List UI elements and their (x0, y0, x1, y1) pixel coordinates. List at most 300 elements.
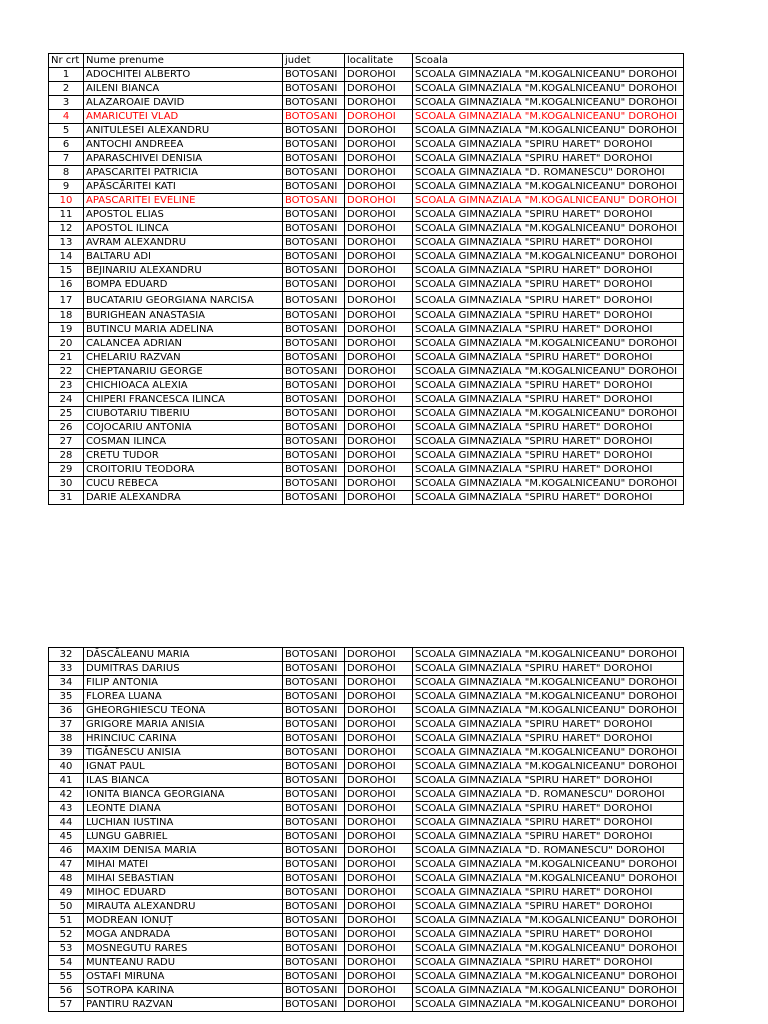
cell-scoala: SCOALA GIMNAZIALA "M.KOGALNICEANU" DOROHOI (413, 984, 684, 998)
cell-scoala: SCOALA GIMNAZIALA "M.KOGALNICEANU" DOROHOI (413, 914, 684, 928)
cell-name: APOSTOL ILINCA (84, 222, 283, 236)
table-row (49, 816, 684, 830)
cell-judet: BOTOSANI (283, 802, 345, 816)
cell-nr: 24 (49, 393, 84, 407)
cell-nr: 46 (49, 844, 84, 858)
cell-judet: BOTOSANI (283, 323, 345, 337)
cell-nr: 38 (49, 732, 84, 746)
cell-name: COJOCARIU ANTONIA (84, 421, 283, 435)
cell-localitate: DOROHOI (345, 477, 413, 491)
cell-scoala: SCOALA GIMNAZIALA "SPIRU HARET" DOROHOI (413, 421, 684, 435)
cell-judet: BOTOSANI (283, 449, 345, 463)
cell-localitate: DOROHOI (345, 676, 413, 690)
cell-localitate: DOROHOI (345, 309, 413, 323)
cell-name: ANTOCHI ANDREEA (84, 138, 283, 152)
cell-name: APARASCHIVEI DENISIA (84, 152, 283, 166)
cell-localitate: DOROHOI (345, 208, 413, 222)
cell-scoala: SCOALA GIMNAZIALA "SPIRU HARET" DOROHOI (413, 463, 684, 477)
cell-judet: BOTOSANI (283, 774, 345, 788)
cell-judet: BOTOSANI (283, 152, 345, 166)
cell-localitate: DOROHOI (345, 746, 413, 760)
header-name: Nume prenume (84, 54, 283, 68)
cell-name: CHICHIOACA ALEXIA (84, 379, 283, 393)
cell-name: BEJINARIU ALEXANDRU (84, 264, 283, 278)
cell-nr: 33 (49, 662, 84, 676)
cell-name: ANITULESEI ALEXANDRU (84, 124, 283, 138)
table-row (49, 292, 684, 309)
cell-name: MOSNEGUTU RARES (84, 942, 283, 956)
cell-scoala: SCOALA GIMNAZIALA "M.KOGALNICEANU" DOROHOI (413, 872, 684, 886)
cell-name: CRETU TUDOR (84, 449, 283, 463)
cell-localitate: DOROHOI (345, 704, 413, 718)
cell-judet: BOTOSANI (283, 718, 345, 732)
cell-localitate: DOROHOI (345, 760, 413, 774)
table-row (49, 166, 684, 180)
cell-scoala: SCOALA GIMNAZIALA "M.KOGALNICEANU" DOROHOI (413, 648, 684, 662)
cell-nr: 21 (49, 351, 84, 365)
cell-nr: 19 (49, 323, 84, 337)
cell-scoala: SCOALA GIMNAZIALA "M.KOGALNICEANU" DOROHOI (413, 676, 684, 690)
cell-scoala: SCOALA GIMNAZIALA "M.KOGALNICEANU" DOROHOI (413, 365, 684, 379)
table-row (49, 309, 684, 323)
cell-name: LUCHIAN IUSTINA (84, 816, 283, 830)
cell-localitate: DOROHOI (345, 732, 413, 746)
cell-judet: BOTOSANI (283, 662, 345, 676)
cell-nr: 39 (49, 746, 84, 760)
cell-scoala: SCOALA GIMNAZIALA "SPIRU HARET" DOROHOI (413, 351, 684, 365)
cell-nr: 11 (49, 208, 84, 222)
cell-nr: 37 (49, 718, 84, 732)
cell-localitate: DOROHOI (345, 323, 413, 337)
cell-scoala: SCOALA GIMNAZIALA "M.KOGALNICEANU" DOROHOI (413, 82, 684, 96)
cell-localitate: DOROHOI (345, 236, 413, 250)
cell-localitate: DOROHOI (345, 956, 413, 970)
cell-judet: BOTOSANI (283, 914, 345, 928)
cell-scoala: SCOALA GIMNAZIALA "M.KOGALNICEANU" DOROHOI (413, 858, 684, 872)
cell-scoala: SCOALA GIMNAZIALA "M.KOGALNICEANU" DOROHOI (413, 110, 684, 124)
cell-nr: 7 (49, 152, 84, 166)
cell-judet: BOTOSANI (283, 844, 345, 858)
cell-nr: 55 (49, 970, 84, 984)
header-scoala: Scoala (413, 54, 684, 68)
table-row (49, 323, 684, 337)
cell-judet: BOTOSANI (283, 96, 345, 110)
cell-nr: 52 (49, 928, 84, 942)
cell-localitate: DOROHOI (345, 928, 413, 942)
cell-judet: BOTOSANI (283, 704, 345, 718)
cell-judet: BOTOSANI (283, 309, 345, 323)
cell-name: FLOREA LUANA (84, 690, 283, 704)
cell-nr: 14 (49, 250, 84, 264)
cell-name: CHEPTANARIU GEORGE (84, 365, 283, 379)
cell-scoala: SCOALA GIMNAZIALA "SPIRU HARET" DOROHOI (413, 435, 684, 449)
cell-name: MODREAN IONUȚ (84, 914, 283, 928)
cell-scoala: SCOALA GIMNAZIALA "SPIRU HARET" DOROHOI (413, 718, 684, 732)
cell-nr: 44 (49, 816, 84, 830)
cell-scoala: SCOALA GIMNAZIALA "M.KOGALNICEANU" DOROHOI (413, 96, 684, 110)
cell-scoala: SCOALA GIMNAZIALA "M.KOGALNICEANU" DOROHOI (413, 194, 684, 208)
cell-scoala: SCOALA GIMNAZIALA "M.KOGALNICEANU" DOROHOI (413, 407, 684, 421)
table-row (49, 788, 684, 802)
table-row (49, 68, 684, 82)
cell-name: MIRAUTA ALEXANDRU (84, 900, 283, 914)
cell-localitate: DOROHOI (345, 379, 413, 393)
table-row (49, 970, 684, 984)
table-row (49, 956, 684, 970)
cell-scoala: SCOALA GIMNAZIALA "SPIRU HARET" DOROHOI (413, 278, 684, 292)
cell-name: DUMITRAS DARIUS (84, 662, 283, 676)
cell-name: COSMAN ILINCA (84, 435, 283, 449)
cell-scoala: SCOALA GIMNAZIALA "SPIRU HARET" DOROHOI (413, 236, 684, 250)
cell-scoala: SCOALA GIMNAZIALA "M.KOGALNICEANU" DOROHOI (413, 760, 684, 774)
cell-nr: 48 (49, 872, 84, 886)
cell-localitate: DOROHOI (345, 138, 413, 152)
cell-localitate: DOROHOI (345, 393, 413, 407)
cell-localitate: DOROHOI (345, 788, 413, 802)
cell-name: AVRAM ALEXANDRU (84, 236, 283, 250)
table-row (49, 393, 684, 407)
cell-name: MIHAI MATEI (84, 858, 283, 872)
cell-nr: 47 (49, 858, 84, 872)
cell-nr: 3 (49, 96, 84, 110)
cell-localitate: DOROHOI (345, 830, 413, 844)
cell-scoala: SCOALA GIMNAZIALA "M.KOGALNICEANU" DOROHOI (413, 337, 684, 351)
table-row (49, 732, 684, 746)
cell-scoala: SCOALA GIMNAZIALA "SPIRU HARET" DOROHOI (413, 309, 684, 323)
cell-localitate: DOROHOI (345, 421, 413, 435)
cell-nr: 15 (49, 264, 84, 278)
cell-scoala: SCOALA GIMNAZIALA "M.KOGALNICEANU" DOROHOI (413, 68, 684, 82)
cell-nr: 29 (49, 463, 84, 477)
cell-name: CALANCEA ADRIAN (84, 337, 283, 351)
cell-localitate: DOROHOI (345, 942, 413, 956)
cell-judet: BOTOSANI (283, 760, 345, 774)
table-row (49, 858, 684, 872)
cell-name: HRINCIUC CARINA (84, 732, 283, 746)
cell-scoala: SCOALA GIMNAZIALA "SPIRU HARET" DOROHOI (413, 264, 684, 278)
table-row (49, 690, 684, 704)
cell-judet: BOTOSANI (283, 407, 345, 421)
cell-judet: BOTOSANI (283, 491, 345, 505)
cell-scoala: SCOALA GIMNAZIALA "SPIRU HARET" DOROHOI (413, 802, 684, 816)
cell-name: MAXIM DENISA MARIA (84, 844, 283, 858)
cell-name: SOTROPA KARINA (84, 984, 283, 998)
cell-judet: BOTOSANI (283, 690, 345, 704)
table-row (49, 236, 684, 250)
cell-localitate: DOROHOI (345, 292, 413, 309)
table-row (49, 278, 684, 292)
cell-nr: 4 (49, 110, 84, 124)
cell-judet: BOTOSANI (283, 194, 345, 208)
cell-scoala: SCOALA GIMNAZIALA "SPIRU HARET" DOROHOI (413, 830, 684, 844)
cell-judet: BOTOSANI (283, 746, 345, 760)
cell-name: FILIP ANTONIA (84, 676, 283, 690)
cell-nr: 34 (49, 676, 84, 690)
cell-name: MUNTEANU RADU (84, 956, 283, 970)
cell-nr: 6 (49, 138, 84, 152)
cell-scoala: SCOALA GIMNAZIALA "SPIRU HARET" DOROHOI (413, 732, 684, 746)
cell-localitate: DOROHOI (345, 970, 413, 984)
cell-scoala: SCOALA GIMNAZIALA "M.KOGALNICEANU" DOROHOI (413, 250, 684, 264)
cell-nr: 57 (49, 998, 84, 1012)
cell-judet: BOTOSANI (283, 788, 345, 802)
cell-scoala: SCOALA GIMNAZIALA "SPIRU HARET" DOROHOI (413, 774, 684, 788)
cell-judet: BOTOSANI (283, 998, 345, 1012)
table-row (49, 844, 684, 858)
cell-judet: BOTOSANI (283, 732, 345, 746)
cell-nr: 49 (49, 886, 84, 900)
cell-nr: 8 (49, 166, 84, 180)
cell-judet: BOTOSANI (283, 858, 345, 872)
table-row (49, 365, 684, 379)
students-table-2-body (49, 648, 684, 1012)
cell-nr: 56 (49, 984, 84, 998)
cell-nr: 10 (49, 194, 84, 208)
cell-scoala: SCOALA GIMNAZIALA "M.KOGALNICEANU" DOROHOI (413, 998, 684, 1012)
cell-judet: BOTOSANI (283, 463, 345, 477)
header-judet: judet (283, 54, 345, 68)
cell-judet: BOTOSANI (283, 351, 345, 365)
students-table-1-body (49, 54, 684, 505)
cell-name: ILAS BIANCA (84, 774, 283, 788)
cell-scoala: SCOALA GIMNAZIALA "D. ROMANESCU" DOROHOI (413, 788, 684, 802)
cell-localitate: DOROHOI (345, 365, 413, 379)
cell-name: APASCARITEI EVELINE (84, 194, 283, 208)
table-row (49, 662, 684, 676)
cell-scoala: SCOALA GIMNAZIALA "M.KOGALNICEANU" DOROHOI (413, 477, 684, 491)
table-row (49, 264, 684, 278)
cell-name: PANTIRU RAZVAN (84, 998, 283, 1012)
cell-localitate: DOROHOI (345, 166, 413, 180)
cell-scoala: SCOALA GIMNAZIALA "M.KOGALNICEANU" DOROHOI (413, 704, 684, 718)
cell-nr: 23 (49, 379, 84, 393)
cell-judet: BOTOSANI (283, 180, 345, 194)
cell-nr: 25 (49, 407, 84, 421)
cell-judet: BOTOSANI (283, 942, 345, 956)
cell-judet: BOTOSANI (283, 435, 345, 449)
students-table-2 (48, 647, 684, 1012)
cell-localitate: DOROHOI (345, 222, 413, 236)
cell-judet: BOTOSANI (283, 222, 345, 236)
cell-judet: BOTOSANI (283, 984, 345, 998)
cell-name: AILENI BIANCA (84, 82, 283, 96)
cell-judet: BOTOSANI (283, 886, 345, 900)
cell-localitate: DOROHOI (345, 718, 413, 732)
cell-judet: BOTOSANI (283, 250, 345, 264)
cell-judet: BOTOSANI (283, 816, 345, 830)
table-row (49, 208, 684, 222)
cell-scoala: SCOALA GIMNAZIALA "M.KOGALNICEANU" DOROHOI (413, 942, 684, 956)
cell-judet: BOTOSANI (283, 166, 345, 180)
cell-name: DĂSCĂLEANU MARIA (84, 648, 283, 662)
cell-localitate: DOROHOI (345, 264, 413, 278)
cell-scoala: SCOALA GIMNAZIALA "SPIRU HARET" DOROHOI (413, 152, 684, 166)
cell-localitate: DOROHOI (345, 872, 413, 886)
table-row (49, 463, 684, 477)
table-row (49, 152, 684, 166)
cell-name: CIUBOTARIU TIBERIU (84, 407, 283, 421)
cell-name: IGNAT PAUL (84, 760, 283, 774)
cell-name: APĂSCĂRITEI KATI (84, 180, 283, 194)
cell-name: CHIPERI FRANCESCA ILINCA (84, 393, 283, 407)
cell-name: AMARICUTEI VLAD (84, 110, 283, 124)
cell-judet: BOTOSANI (283, 82, 345, 96)
cell-localitate: DOROHOI (345, 491, 413, 505)
cell-nr: 45 (49, 830, 84, 844)
cell-localitate: DOROHOI (345, 449, 413, 463)
cell-nr: 26 (49, 421, 84, 435)
cell-name: IONITA BIANCA GEORGIANA (84, 788, 283, 802)
table-row (49, 477, 684, 491)
header-nr: Nr crt (49, 54, 84, 68)
cell-judet: BOTOSANI (283, 138, 345, 152)
cell-judet: BOTOSANI (283, 337, 345, 351)
cell-name: MOGA ANDRADA (84, 928, 283, 942)
table-row (49, 449, 684, 463)
cell-name: DARIE ALEXANDRA (84, 491, 283, 505)
cell-localitate: DOROHOI (345, 351, 413, 365)
table-row (49, 984, 684, 998)
cell-scoala: SCOALA GIMNAZIALA "D. ROMANESCU" DOROHOI (413, 844, 684, 858)
cell-judet: BOTOSANI (283, 208, 345, 222)
cell-name: CHELARIU RAZVAN (84, 351, 283, 365)
cell-nr: 20 (49, 337, 84, 351)
cell-scoala: SCOALA GIMNAZIALA "SPIRU HARET" DOROHOI (413, 379, 684, 393)
cell-name: ALAZAROAIE DAVID (84, 96, 283, 110)
cell-localitate: DOROHOI (345, 858, 413, 872)
cell-judet: BOTOSANI (283, 928, 345, 942)
cell-name: CROITORIU TEODORA (84, 463, 283, 477)
cell-judet: BOTOSANI (283, 124, 345, 138)
table-row (49, 886, 684, 900)
cell-localitate: DOROHOI (345, 844, 413, 858)
table-row (49, 421, 684, 435)
cell-scoala: SCOALA GIMNAZIALA "SPIRU HARET" DOROHOI (413, 816, 684, 830)
cell-judet: BOTOSANI (283, 264, 345, 278)
cell-judet: BOTOSANI (283, 292, 345, 309)
cell-localitate: DOROHOI (345, 96, 413, 110)
cell-nr: 30 (49, 477, 84, 491)
cell-judet: BOTOSANI (283, 68, 345, 82)
cell-nr: 27 (49, 435, 84, 449)
cell-judet: BOTOSANI (283, 900, 345, 914)
table-row (49, 250, 684, 264)
cell-localitate: DOROHOI (345, 816, 413, 830)
table-row (49, 872, 684, 886)
table-row (49, 96, 684, 110)
cell-localitate: DOROHOI (345, 998, 413, 1012)
table-row (49, 82, 684, 96)
cell-scoala: SCOALA GIMNAZIALA "M.KOGALNICEANU" DOROHOI (413, 124, 684, 138)
table-row (49, 802, 684, 816)
header-localitate: localitate (345, 54, 413, 68)
cell-name: LUNGU GABRIEL (84, 830, 283, 844)
cell-localitate: DOROHOI (345, 463, 413, 477)
table-row (49, 379, 684, 393)
cell-scoala: SCOALA GIMNAZIALA "SPIRU HARET" DOROHOI (413, 323, 684, 337)
cell-name: BURIGHEAN ANASTASIA (84, 309, 283, 323)
cell-nr: 51 (49, 914, 84, 928)
table-row (49, 337, 684, 351)
cell-scoala: SCOALA GIMNAZIALA "SPIRU HARET" DOROHOI (413, 491, 684, 505)
cell-localitate: DOROHOI (345, 152, 413, 166)
cell-nr: 5 (49, 124, 84, 138)
cell-name: ADOCHITEI ALBERTO (84, 68, 283, 82)
cell-judet: BOTOSANI (283, 393, 345, 407)
cell-judet: BOTOSANI (283, 830, 345, 844)
table-row (49, 180, 684, 194)
cell-judet: BOTOSANI (283, 970, 345, 984)
cell-nr: 1 (49, 68, 84, 82)
cell-judet: BOTOSANI (283, 676, 345, 690)
cell-name: BUCATARIU GEORGIANA NARCISA (84, 292, 283, 309)
cell-scoala: SCOALA GIMNAZIALA "SPIRU HARET" DOROHOI (413, 393, 684, 407)
cell-scoala: SCOALA GIMNAZIALA "SPIRU HARET" DOROHOI (413, 292, 684, 309)
cell-name: APOSTOL ELIAS (84, 208, 283, 222)
table-row (49, 774, 684, 788)
cell-judet: BOTOSANI (283, 236, 345, 250)
cell-localitate: DOROHOI (345, 82, 413, 96)
cell-nr: 31 (49, 491, 84, 505)
cell-localitate: DOROHOI (345, 337, 413, 351)
cell-judet: BOTOSANI (283, 477, 345, 491)
cell-nr: 35 (49, 690, 84, 704)
cell-localitate: DOROHOI (345, 110, 413, 124)
cell-nr: 2 (49, 82, 84, 96)
cell-name: BOMPA EDUARD (84, 278, 283, 292)
cell-nr: 12 (49, 222, 84, 236)
cell-localitate: DOROHOI (345, 662, 413, 676)
cell-name: BALTARU ADI (84, 250, 283, 264)
cell-nr: 42 (49, 788, 84, 802)
cell-localitate: DOROHOI (345, 407, 413, 421)
cell-localitate: DOROHOI (345, 914, 413, 928)
table-row (49, 138, 684, 152)
cell-name: GHEORGHIESCU TEONA (84, 704, 283, 718)
cell-scoala: SCOALA GIMNAZIALA "SPIRU HARET" DOROHOI (413, 208, 684, 222)
header-row (49, 54, 684, 68)
cell-localitate: DOROHOI (345, 278, 413, 292)
table-row (49, 998, 684, 1012)
cell-nr: 43 (49, 802, 84, 816)
cell-name: APASCARITEI PATRICIA (84, 166, 283, 180)
cell-localitate: DOROHOI (345, 180, 413, 194)
cell-scoala: SCOALA GIMNAZIALA "M.KOGALNICEANU" DOROHOI (413, 746, 684, 760)
table-row (49, 194, 684, 208)
table-row (49, 718, 684, 732)
cell-name: OSTAFI MIRUNA (84, 970, 283, 984)
cell-localitate: DOROHOI (345, 802, 413, 816)
cell-nr: 36 (49, 704, 84, 718)
cell-name: LEONTE DIANA (84, 802, 283, 816)
cell-scoala: SCOALA GIMNAZIALA "SPIRU HARET" DOROHOI (413, 900, 684, 914)
table-row (49, 760, 684, 774)
table-row (49, 928, 684, 942)
table-row (49, 110, 684, 124)
table-row (49, 435, 684, 449)
table-row (49, 900, 684, 914)
cell-nr: 16 (49, 278, 84, 292)
cell-nr: 18 (49, 309, 84, 323)
table-row (49, 648, 684, 662)
cell-localitate: DOROHOI (345, 648, 413, 662)
cell-nr: 41 (49, 774, 84, 788)
cell-judet: BOTOSANI (283, 110, 345, 124)
cell-localitate: DOROHOI (345, 194, 413, 208)
cell-nr: 50 (49, 900, 84, 914)
table-row (49, 124, 684, 138)
cell-localitate: DOROHOI (345, 900, 413, 914)
